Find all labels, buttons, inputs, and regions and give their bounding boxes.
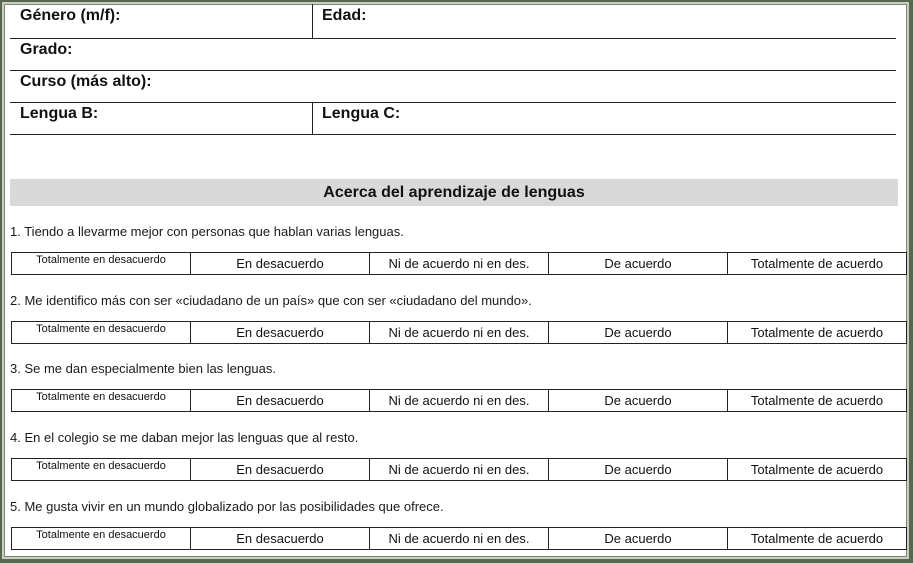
option-disagree[interactable]: En desacuerdo — [190, 253, 369, 274]
likert-scale-4 — [11, 458, 907, 481]
option-agree[interactable]: De acuerdo — [548, 390, 727, 411]
language-b-label: Lengua B: — [20, 105, 99, 122]
option-disagree[interactable]: En desacuerdo — [190, 322, 369, 343]
section-title: Acerca del aprendizaje de lenguas — [10, 179, 898, 206]
grade-row — [10, 38, 896, 71]
course-row — [10, 70, 896, 103]
option-strongly-agree[interactable]: Totalmente de acuerdo — [727, 253, 906, 274]
option-disagree[interactable]: En desacuerdo — [190, 528, 369, 549]
option-agree[interactable]: De acuerdo — [548, 459, 727, 480]
option-neutral[interactable]: Ni de acuerdo ni en des. — [369, 390, 548, 411]
question-5: 5. Me gusta vivir en un mundo globalizado por las posibilidades que ofrece. — [10, 499, 444, 514]
option-agree[interactable]: De acuerdo — [548, 322, 727, 343]
option-agree[interactable]: De acuerdo — [548, 253, 727, 274]
question-4: 4. En el colegio se me daban mejor las lenguas que al resto. — [10, 430, 359, 445]
course-label: Curso (más alto): — [20, 73, 152, 90]
likert-scale-3 — [11, 389, 907, 412]
option-strongly-disagree[interactable]: Totalmente en desacuerdo — [36, 529, 166, 541]
option-strongly-agree[interactable]: Totalmente de acuerdo — [727, 528, 906, 549]
option-strongly-disagree[interactable]: Totalmente en desacuerdo — [36, 254, 166, 266]
option-strongly-disagree[interactable]: Totalmente en desacuerdo — [36, 391, 166, 403]
gender-age-row — [10, 4, 896, 39]
option-neutral[interactable]: Ni de acuerdo ni en des. — [369, 253, 548, 274]
likert-scale-1 — [11, 252, 907, 275]
likert-scale-5 — [11, 527, 907, 550]
grade-label: Grado: — [20, 41, 73, 58]
row-divider — [312, 4, 313, 38]
question-3: 3. Se me dan especialmente bien las lenguas. — [10, 361, 276, 376]
gender-label: Género (m/f): — [20, 7, 121, 24]
option-strongly-agree[interactable]: Totalmente de acuerdo — [727, 322, 906, 343]
option-strongly-agree[interactable]: Totalmente de acuerdo — [727, 390, 906, 411]
option-agree[interactable]: De acuerdo — [548, 528, 727, 549]
option-strongly-agree[interactable]: Totalmente de acuerdo — [727, 459, 906, 480]
option-neutral[interactable]: Ni de acuerdo ni en des. — [369, 322, 548, 343]
questionnaire-page — [4, 4, 907, 557]
likert-scale-2 — [11, 321, 907, 344]
language-c-label: Lengua C: — [322, 105, 401, 122]
question-1: 1. Tiendo a llevarme mejor con personas que hablan varias lenguas. — [10, 224, 404, 239]
row-divider — [312, 102, 313, 134]
option-strongly-disagree[interactable]: Totalmente en desacuerdo — [36, 323, 166, 335]
option-disagree[interactable]: En desacuerdo — [190, 390, 369, 411]
option-disagree[interactable]: En desacuerdo — [190, 459, 369, 480]
option-strongly-disagree[interactable]: Totalmente en desacuerdo — [36, 460, 166, 472]
document-frame — [2, 2, 909, 559]
option-neutral[interactable]: Ni de acuerdo ni en des. — [369, 528, 548, 549]
age-label: Edad: — [322, 7, 367, 24]
question-2: 2. Me identifico más con ser «ciudadano de un país» que con ser «ciudadano del mundo». — [10, 293, 532, 308]
option-neutral[interactable]: Ni de acuerdo ni en des. — [369, 459, 548, 480]
languages-row — [10, 102, 896, 135]
